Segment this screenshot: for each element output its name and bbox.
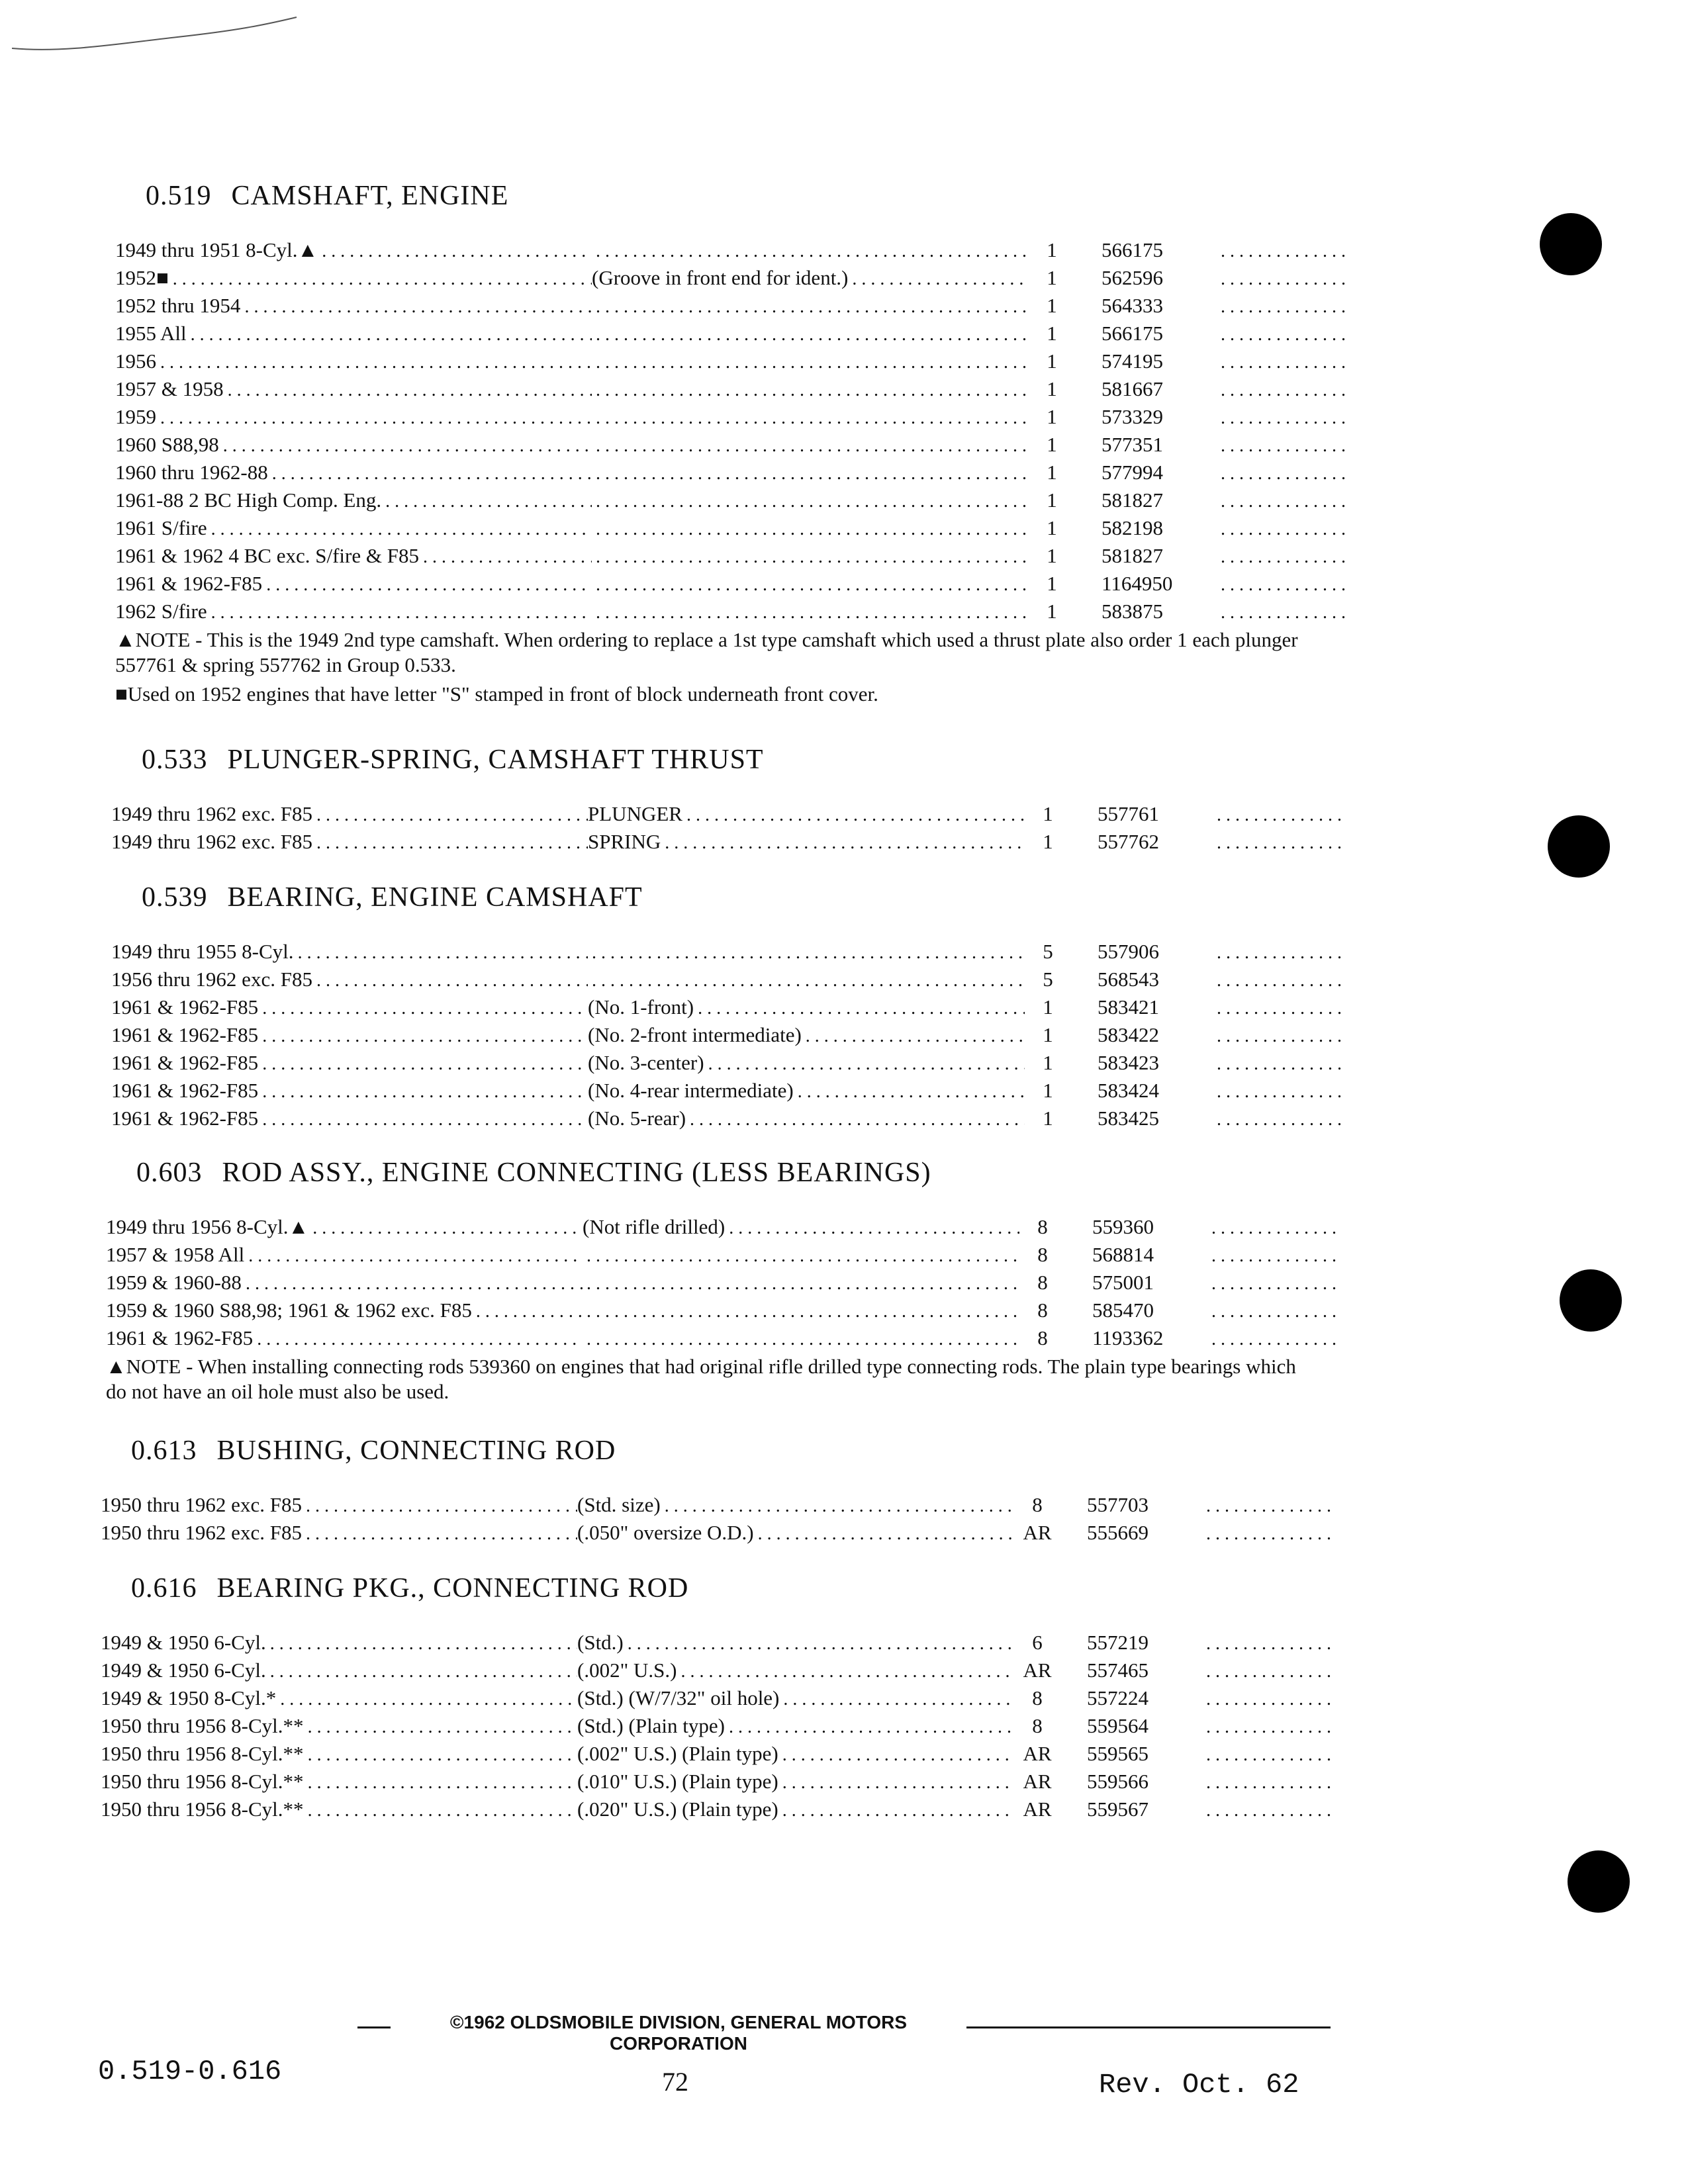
quantity-cell: 8 — [1037, 1271, 1048, 1294]
section-title: BEARING, ENGINE CAMSHAFT — [227, 882, 643, 913]
part-number-cell: 557906 — [1098, 940, 1159, 963]
model-cell: 1957 & 1958 — [115, 377, 224, 400]
model-cell: 1949 thru 1956 8-Cyl.▲ — [106, 1215, 309, 1238]
binder-hole — [1568, 1850, 1630, 1913]
table-row — [106, 1267, 1364, 1295]
table-row — [106, 1211, 1364, 1239]
quantity-cell: 5 — [1043, 940, 1053, 963]
description-cell: (.002" U.S.) (Plain type) — [577, 1742, 778, 1765]
table-row — [115, 373, 1373, 401]
part-number-cell: 577351 — [1102, 433, 1163, 456]
table-row — [106, 1295, 1364, 1322]
part-number-cell: 557761 — [1098, 802, 1159, 825]
part-number-cell: 585470 — [1092, 1298, 1154, 1322]
model-cell: 1960 S88,98 — [115, 433, 219, 456]
model-cell: 1961 & 1962-F85 — [111, 1051, 259, 1074]
table-row — [111, 1047, 1369, 1075]
section-bearing-pkg — [101, 1572, 1358, 1821]
model-cell: 1956 thru 1962 exc. F85 — [111, 968, 312, 991]
table-row — [101, 1710, 1358, 1738]
part-number-cell: 568543 — [1098, 968, 1159, 991]
table-row — [115, 401, 1373, 429]
table-row — [111, 1075, 1369, 1103]
part-number-cell: 559567 — [1087, 1797, 1149, 1821]
table-row — [111, 798, 1369, 826]
model-cell: 1949 & 1950 6-Cyl. — [101, 1631, 266, 1654]
model-cell: 1962 S/fire — [115, 600, 207, 623]
section-heading — [131, 1572, 1358, 1604]
table-row — [106, 1239, 1364, 1267]
model-cell: 1961 & 1962-F85 — [111, 1023, 259, 1046]
part-number-cell: 566175 — [1102, 238, 1163, 261]
section-heading — [136, 1157, 1364, 1189]
quantity-cell: AR — [1023, 1770, 1052, 1793]
model-cell: 1950 thru 1956 8-Cyl.** — [101, 1797, 304, 1821]
table-row — [115, 596, 1373, 623]
table-row — [106, 1322, 1364, 1350]
binder-hole — [1548, 815, 1610, 878]
table-row — [115, 429, 1373, 457]
binder-hole — [1540, 213, 1602, 275]
quantity-cell: 8 — [1032, 1686, 1043, 1709]
section-number: 0.616 — [131, 1573, 197, 1604]
part-number-cell: 583424 — [1098, 1079, 1159, 1102]
part-number-cell: 559565 — [1087, 1742, 1149, 1765]
model-cell: 1961-88 2 BC High Comp. Eng. — [115, 488, 382, 512]
part-number-cell: 573329 — [1102, 405, 1163, 428]
description-cell: (.002" U.S.) — [577, 1659, 677, 1682]
quantity-cell: 1 — [1047, 294, 1057, 317]
model-cell: 1961 & 1962-F85 — [111, 1107, 259, 1130]
table-row — [111, 1103, 1369, 1130]
part-number-cell: 564333 — [1102, 294, 1163, 317]
section-title: PLUNGER-SPRING, CAMSHAFT THRUST — [227, 745, 764, 775]
part-number-cell: 581827 — [1102, 488, 1163, 512]
quantity-cell: 1 — [1047, 544, 1057, 567]
quantity-cell: AR — [1023, 1521, 1052, 1544]
quantity-cell: 1 — [1047, 405, 1057, 428]
part-number-cell: 581827 — [1102, 544, 1163, 567]
table-row — [101, 1766, 1358, 1794]
quantity-cell: 1 — [1047, 488, 1057, 512]
quantity-cell: 8 — [1037, 1243, 1048, 1266]
table-row — [111, 936, 1369, 964]
table-row — [101, 1794, 1358, 1821]
table-row — [115, 512, 1373, 540]
quantity-cell: 8 — [1037, 1298, 1048, 1322]
part-number-cell: 583875 — [1102, 600, 1163, 623]
model-cell: 1950 thru 1956 8-Cyl.** — [101, 1770, 304, 1793]
quantity-cell: 1 — [1043, 802, 1053, 825]
part-number-cell: 566175 — [1102, 322, 1163, 345]
quantity-cell: 1 — [1047, 322, 1057, 345]
quantity-cell: 8 — [1032, 1714, 1043, 1737]
model-cell: 1950 thru 1962 exc. F85 — [101, 1493, 302, 1516]
description-cell: (.010" U.S.) (Plain type) — [577, 1770, 778, 1793]
part-number-cell: 568814 — [1092, 1243, 1154, 1266]
description-cell: (No. 5-rear) — [588, 1107, 686, 1130]
section-rod-assy — [106, 1157, 1364, 1404]
quantity-cell: 1 — [1047, 266, 1057, 289]
parts-table — [111, 798, 1369, 854]
description-cell: (Std. size) — [577, 1493, 661, 1516]
part-number-cell: 583423 — [1098, 1051, 1159, 1074]
description-cell: (.020" U.S.) (Plain type) — [577, 1797, 778, 1821]
table-row — [115, 318, 1373, 345]
section-title: BUSHING, CONNECTING ROD — [216, 1435, 616, 1466]
parts-table — [101, 1627, 1358, 1821]
table-row — [115, 457, 1373, 484]
table-row — [101, 1655, 1358, 1682]
part-number-cell: 1164950 — [1102, 572, 1173, 595]
quantity-cell: 1 — [1047, 461, 1057, 484]
description-cell: (No. 1-front) — [588, 995, 694, 1019]
section-heading — [142, 882, 1369, 913]
section-number: 0.603 — [136, 1158, 203, 1188]
description-cell: (Not rifle drilled) — [583, 1215, 726, 1238]
parts-table — [115, 234, 1373, 623]
section-camshaft-engine — [115, 180, 1373, 707]
description-cell: (Groove in front end for ident.) — [592, 266, 849, 289]
table-row — [101, 1489, 1358, 1517]
model-cell: 1952■ — [115, 266, 169, 289]
quantity-cell: 1 — [1043, 1079, 1053, 1102]
model-cell: 1950 thru 1956 8-Cyl.** — [101, 1714, 304, 1737]
table-row — [115, 234, 1373, 262]
description-cell: (No. 4-rear intermediate) — [588, 1079, 794, 1102]
section-bearing-camshaft — [111, 882, 1369, 1130]
part-number-cell: 557219 — [1087, 1631, 1149, 1654]
description-cell: SPRING — [588, 830, 661, 853]
quantity-cell: AR — [1023, 1797, 1052, 1821]
model-cell: 1956 — [115, 349, 156, 373]
part-number-cell: 557762 — [1098, 830, 1159, 853]
description-cell: (Std.) — [577, 1631, 624, 1654]
section-title: ROD ASSY., ENGINE CONNECTING (LESS BEARINGS) — [222, 1158, 931, 1188]
part-number-cell: 581667 — [1102, 377, 1163, 400]
section-heading — [146, 180, 1373, 212]
part-number-cell: 557703 — [1087, 1493, 1149, 1516]
table-row — [115, 290, 1373, 318]
quantity-cell: AR — [1023, 1659, 1052, 1682]
model-cell: 1959 — [115, 405, 156, 428]
table-row — [101, 1627, 1358, 1655]
part-number-cell: 557465 — [1087, 1659, 1149, 1682]
section-number: 0.519 — [146, 181, 212, 211]
model-cell: 1949 thru 1962 exc. F85 — [111, 830, 312, 853]
parts-table — [111, 936, 1369, 1130]
table-row — [111, 1019, 1369, 1047]
quantity-cell: 1 — [1043, 1023, 1053, 1046]
section-title: BEARING PKG., CONNECTING ROD — [216, 1573, 689, 1604]
part-number-cell: 559564 — [1087, 1714, 1149, 1737]
quantity-cell: 1 — [1047, 377, 1057, 400]
model-cell: 1949 & 1950 6-Cyl. — [101, 1659, 266, 1682]
quantity-cell: 1 — [1043, 1051, 1053, 1074]
section-plunger-spring — [111, 744, 1369, 854]
description-cell: PLUNGER — [588, 802, 682, 825]
model-cell: 1949 & 1950 8-Cyl.* — [101, 1686, 277, 1709]
footnote: ▲NOTE - When installing connecting rods 539360 on engines that had original rifle drilled type connecting rods. The plain type bearings which do not have an oil hole must also be used. — [106, 1355, 1296, 1403]
description-cell: (.050" oversize O.D.) — [577, 1521, 754, 1544]
table-row — [111, 964, 1369, 991]
section-number: 0.613 — [131, 1435, 197, 1466]
scan-mark — [12, 12, 303, 58]
part-number-cell: 559360 — [1092, 1215, 1154, 1238]
table-row — [115, 262, 1373, 290]
quantity-cell: 5 — [1043, 968, 1053, 991]
quantity-cell: 8 — [1037, 1326, 1048, 1349]
revision-date: Rev. Oct. 62 — [1099, 2069, 1299, 2101]
section-heading — [142, 744, 1369, 776]
model-cell: 1952 thru 1954 — [115, 294, 241, 317]
quantity-cell: 8 — [1032, 1493, 1043, 1516]
model-cell: 1950 thru 1956 8-Cyl.** — [101, 1742, 304, 1765]
part-number-cell: 1193362 — [1092, 1326, 1164, 1349]
model-cell: 1961 & 1962-F85 — [111, 1079, 259, 1102]
section-number: 0.533 — [142, 745, 208, 775]
part-number-cell: 577994 — [1102, 461, 1163, 484]
quantity-cell: 8 — [1037, 1215, 1048, 1238]
model-cell: 1961 & 1962-F85 — [111, 995, 259, 1019]
page-number: 72 — [662, 2067, 688, 2097]
table-row — [115, 568, 1373, 596]
description-cell: (No. 2-front intermediate) — [588, 1023, 802, 1046]
parts-table — [101, 1489, 1358, 1545]
model-cell: 1961 & 1962-F85 — [115, 572, 263, 595]
quantity-cell: 1 — [1047, 516, 1057, 539]
model-cell: 1949 thru 1955 8-Cyl. — [111, 940, 294, 963]
description-cell: (Std.) (W/7/32" oil hole) — [577, 1686, 780, 1709]
part-number-cell: 559566 — [1087, 1770, 1149, 1793]
table-row — [115, 345, 1373, 373]
quantity-cell: AR — [1023, 1742, 1052, 1765]
quantity-cell: 1 — [1047, 572, 1057, 595]
model-cell: 1959 & 1960 S88,98; 1961 & 1962 exc. F85 — [106, 1298, 472, 1322]
quantity-cell: 6 — [1032, 1631, 1043, 1654]
quantity-cell: 1 — [1043, 995, 1053, 1019]
binder-hole — [1560, 1269, 1622, 1332]
description-cell: (Std.) (Plain type) — [577, 1714, 725, 1737]
section-bushing-rod — [101, 1435, 1358, 1545]
quantity-cell: 1 — [1047, 433, 1057, 456]
part-number-cell: 574195 — [1102, 349, 1163, 373]
quantity-cell: 1 — [1047, 600, 1057, 623]
section-title: CAMSHAFT, ENGINE — [231, 181, 509, 211]
quantity-cell: 1 — [1043, 830, 1053, 853]
model-cell: 1957 & 1958 All — [106, 1243, 245, 1266]
model-cell: 1950 thru 1962 exc. F85 — [101, 1521, 302, 1544]
quantity-cell: 1 — [1047, 238, 1057, 261]
quantity-cell: 1 — [1043, 1107, 1053, 1130]
footnote: ▲NOTE - This is the 1949 2nd type camshaft. When ordering to replace a 1st type camshaft which used a thrust plate also order 1 each plunger 557761 & spring 557762 in Group 0.533. — [115, 628, 1298, 676]
table-row — [111, 826, 1369, 854]
table-row — [111, 991, 1369, 1019]
table-row — [101, 1738, 1358, 1766]
table-row — [115, 484, 1373, 512]
footnote: ■Used on 1952 engines that have letter "S" stamped in front of block underneath front cover. — [115, 682, 878, 705]
section-number: 0.539 — [142, 882, 208, 913]
model-cell: 1959 & 1960-88 — [106, 1271, 242, 1294]
description-cell: (No. 3-center) — [588, 1051, 704, 1074]
table-row — [101, 1517, 1358, 1545]
model-cell: 1949 thru 1962 exc. F85 — [111, 802, 312, 825]
part-number-cell: 582198 — [1102, 516, 1163, 539]
part-number-cell: 555669 — [1087, 1521, 1149, 1544]
part-number-cell: 557224 — [1087, 1686, 1149, 1709]
quantity-cell: 1 — [1047, 349, 1057, 373]
parts-table — [106, 1211, 1364, 1350]
model-cell: 1961 S/fire — [115, 516, 207, 539]
copyright-notice: ©1962 OLDSMOBILE DIVISION, GENERAL MOTORS CORPORATION — [391, 2012, 966, 2054]
part-number-cell: 583421 — [1098, 995, 1159, 1019]
table-row — [101, 1682, 1358, 1710]
part-number-cell: 562596 — [1102, 266, 1163, 289]
model-cell: 1961 & 1962 4 BC exc. S/fire & F85 — [115, 544, 419, 567]
model-cell: 1961 & 1962-F85 — [106, 1326, 254, 1349]
model-cell: 1949 thru 1951 8-Cyl.▲ — [115, 238, 318, 261]
section-heading — [131, 1435, 1358, 1467]
model-cell: 1955 All — [115, 322, 187, 345]
table-row — [115, 540, 1373, 568]
group-range: 0.519-0.616 — [98, 2056, 282, 2087]
part-number-cell: 575001 — [1092, 1271, 1154, 1294]
part-number-cell: 583422 — [1098, 1023, 1159, 1046]
model-cell: 1960 thru 1962-88 — [115, 461, 268, 484]
part-number-cell: 583425 — [1098, 1107, 1159, 1130]
